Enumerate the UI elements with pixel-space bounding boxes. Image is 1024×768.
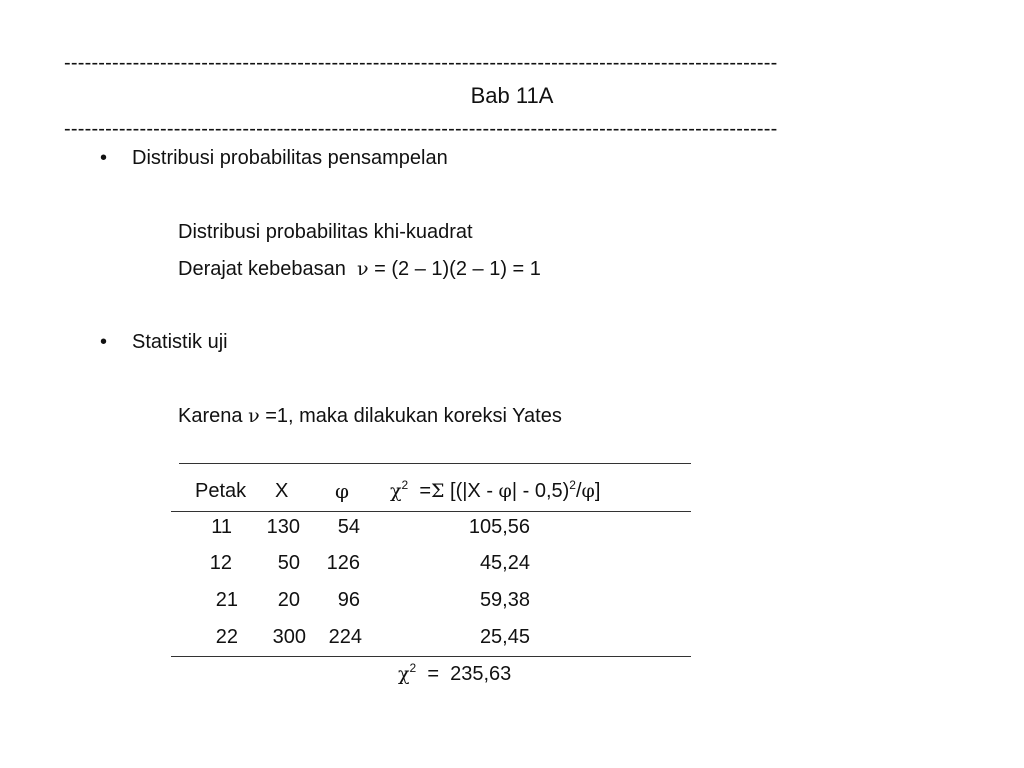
phi-symbol: φ — [498, 480, 512, 502]
formula-part-c: / — [575, 480, 582, 502]
row4-x: 300 — [272, 626, 306, 648]
chi-exponent: 2 — [401, 478, 409, 492]
row2-petak: 12 — [209, 552, 232, 574]
dof-formula: = (2 – 1)(2 – 1) = 1 — [374, 258, 541, 280]
row4-chi: 25,45 — [479, 626, 530, 648]
row2-chi: 45,24 — [479, 552, 530, 574]
table-header-rule — [171, 511, 691, 512]
bottom-dashed-rule: -------------------------------------------------------------------------------------------------------- — [64, 118, 778, 140]
bullet-sampling-distribution — [100, 145, 448, 171]
row4-phi: 224 — [328, 626, 362, 648]
phi-symbol: φ — [581, 480, 595, 502]
formula-part-a: [(|X - — [450, 480, 493, 502]
row2-x: 50 — [277, 552, 300, 574]
bullet-icon: • — [100, 331, 108, 353]
nu-symbol: ν — [357, 258, 369, 280]
yates-prefix: Karena — [178, 405, 243, 427]
slide-title: Bab 11A — [470, 83, 554, 108]
row1-x: 130 — [266, 516, 300, 538]
formula-part-d: ] — [594, 480, 601, 502]
row1-phi: 54 — [337, 516, 360, 538]
total-value: = 235,63 — [427, 663, 512, 685]
row3-petak: 21 — [215, 589, 238, 611]
sigma-symbol: Σ — [431, 480, 445, 502]
header-phi: φ — [335, 479, 350, 503]
nu-symbol: ν — [248, 405, 260, 427]
row1-chi: 105,56 — [468, 516, 530, 538]
degrees-of-freedom-line — [178, 256, 541, 282]
table-bottom-rule — [171, 656, 691, 657]
row3-phi: 96 — [337, 589, 360, 611]
formula-equals: = — [419, 480, 432, 502]
formula-exponent: 2 — [569, 478, 576, 492]
row2-phi: 126 — [326, 552, 360, 574]
formula-part-b: | - 0,5) — [511, 480, 570, 502]
chi-symbol: χ — [398, 663, 410, 685]
row1-petak: 11 — [211, 516, 232, 538]
bullet-label: Distribusi probabilitas pensampelan — [132, 147, 448, 169]
bullet-test-statistic — [100, 329, 228, 355]
dof-label: Derajat kebebasan — [178, 258, 346, 280]
bullet-icon: • — [100, 147, 108, 169]
header-petak: Petak — [195, 480, 247, 502]
header-x: X — [275, 480, 289, 502]
yates-suffix: =1, maka dilakukan koreksi Yates — [265, 405, 562, 427]
row4-petak: 22 — [215, 626, 238, 648]
chi-square-distribution-text: Distribusi probabilitas khi-kuadrat — [178, 221, 473, 243]
chi-square-total — [398, 661, 511, 687]
yates-correction-line — [178, 403, 562, 429]
top-dashed-rule: -------------------------------------------------------------------------------------------------------- — [64, 52, 778, 74]
row3-chi: 59,38 — [479, 589, 530, 611]
bullet-label: Statistik uji — [132, 331, 228, 353]
chi-exponent: 2 — [409, 661, 417, 675]
table-top-rule — [179, 463, 691, 464]
chi-symbol: χ — [390, 480, 402, 502]
header-formula — [390, 478, 600, 504]
row3-x: 20 — [277, 589, 300, 611]
